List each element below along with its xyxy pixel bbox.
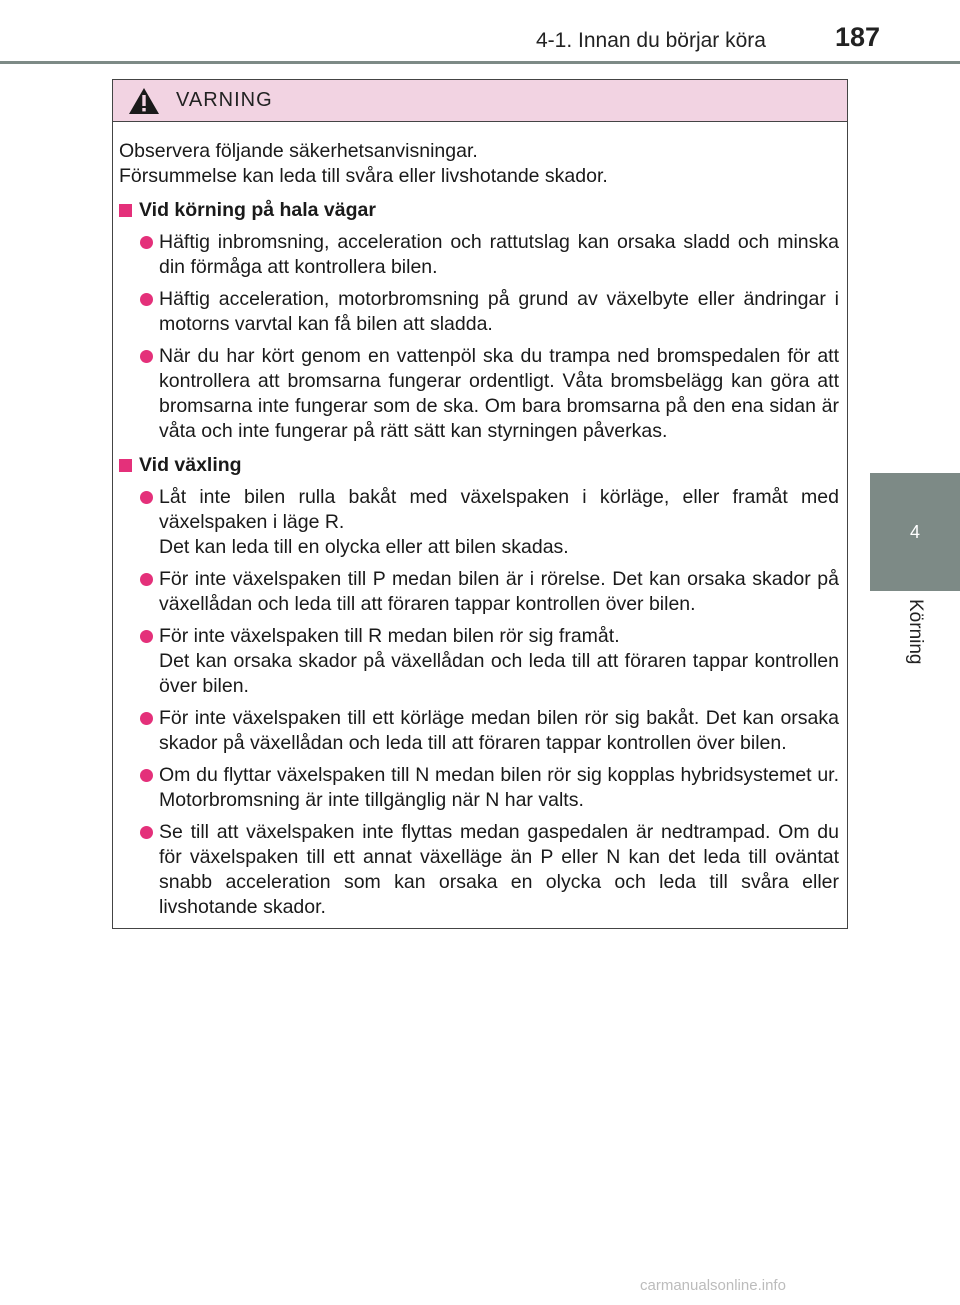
warning-triangle-icon bbox=[128, 87, 160, 115]
list-item bbox=[119, 230, 839, 280]
warning-body bbox=[113, 122, 847, 920]
list-item-text: Om du flyttar växelspaken till N medan bilen rör sig kopplas hybridsystemet ur. Motorbromsning är inte tillgänglig när N har valts. bbox=[159, 764, 839, 811]
round-bullet-icon bbox=[140, 769, 153, 782]
list-item-text: Låt inte bilen rulla bakåt med växelspaken i körläge, eller framåt med växelspaken i läge R. bbox=[159, 486, 839, 533]
warning-box bbox=[112, 79, 848, 929]
section-heading bbox=[119, 453, 839, 478]
round-bullet-icon bbox=[140, 293, 153, 306]
section-heading bbox=[119, 198, 839, 223]
page-number: 187 bbox=[834, 22, 880, 52]
list-item bbox=[119, 820, 839, 920]
list-item-text: När du har kört genom en vattenpöl ska du trampa ned bromspedalen för att kontrollera att bromsarna fungerar ordentligt. Våta bromsbelägg kan göra att bromsarna inte fungerar som de ska. Om bara bromsarna på den ena sidan är våta och inte fungerar på rätt sätt kan styrningen påverkas. bbox=[159, 345, 839, 442]
list-item bbox=[119, 706, 839, 756]
round-bullet-icon bbox=[140, 826, 153, 839]
chapter-number: 4 bbox=[909, 521, 920, 542]
list-item bbox=[119, 763, 839, 813]
section-heading-text: Vid växling bbox=[139, 454, 242, 476]
chapter-side-label bbox=[870, 591, 960, 711]
list-item-text: För inte växelspaken till R medan bilen rör sig framåt. bbox=[159, 625, 620, 647]
round-bullet-icon bbox=[140, 630, 153, 643]
list-item bbox=[119, 485, 839, 560]
list-item-text: Se till att växelspaken inte flyttas medan gaspedalen är nedtrampad. Om du för växelspaken till ett annat växelläge än P eller N kan det leda till oväntat snabb acceleration som kan orsaka en olycka och leda till svåra eller livshotande skador. bbox=[159, 821, 839, 918]
section-heading-text: Vid körning på hala vägar bbox=[139, 199, 376, 221]
round-bullet-icon bbox=[140, 350, 153, 363]
list-item-text: Häftig acceleration, motorbromsning på grund av växelbyte eller ändringar i motorns varvtal kan få bilen att sladda. bbox=[159, 288, 839, 335]
section-header: 4-1. Innan du börjar köra bbox=[536, 29, 766, 52]
header-rule bbox=[0, 61, 960, 64]
intro-line: Observera följande säkerhetsanvisningar. bbox=[119, 140, 478, 162]
warning-title: VARNING bbox=[176, 89, 273, 111]
list-item bbox=[119, 567, 839, 617]
warning-intro bbox=[119, 139, 839, 189]
list-item bbox=[119, 344, 839, 444]
round-bullet-icon bbox=[140, 236, 153, 249]
list-item-text: För inte växelspaken till P medan bilen är i rörelse. Det kan orsaka skador på växellådan och leda till att föraren tappar kontrollen över bilen. bbox=[159, 568, 839, 615]
round-bullet-icon bbox=[140, 491, 153, 504]
list-item bbox=[119, 624, 839, 699]
warning-header bbox=[113, 80, 847, 122]
list-item-text: Det kan orsaka skador på växellådan och leda till att föraren tappar kontrollen över bilen. bbox=[159, 650, 839, 697]
round-bullet-icon bbox=[140, 712, 153, 725]
chapter-tab bbox=[870, 473, 960, 591]
list-item-text: Det kan leda till en olycka eller att bilen skadas. bbox=[159, 536, 569, 558]
watermark: carmanualsonline.info bbox=[640, 1277, 786, 1294]
list-item bbox=[119, 287, 839, 337]
square-bullet-icon bbox=[119, 459, 132, 472]
list-item-text: För inte växelspaken till ett körläge medan bilen rör sig bakåt. Det kan orsaka skador på växellådan och leda till att föraren tappar kontrollen över bilen. bbox=[159, 707, 839, 754]
square-bullet-icon bbox=[119, 204, 132, 217]
round-bullet-icon bbox=[140, 573, 153, 586]
list-item-text: Häftig inbromsning, acceleration och rattutslag kan orsaka sladd och minska din förmåga att kontrollera bilen. bbox=[159, 231, 839, 278]
chapter-label: Körning bbox=[905, 599, 926, 665]
intro-line: Försummelse kan leda till svåra eller livshotande skador. bbox=[119, 165, 608, 187]
